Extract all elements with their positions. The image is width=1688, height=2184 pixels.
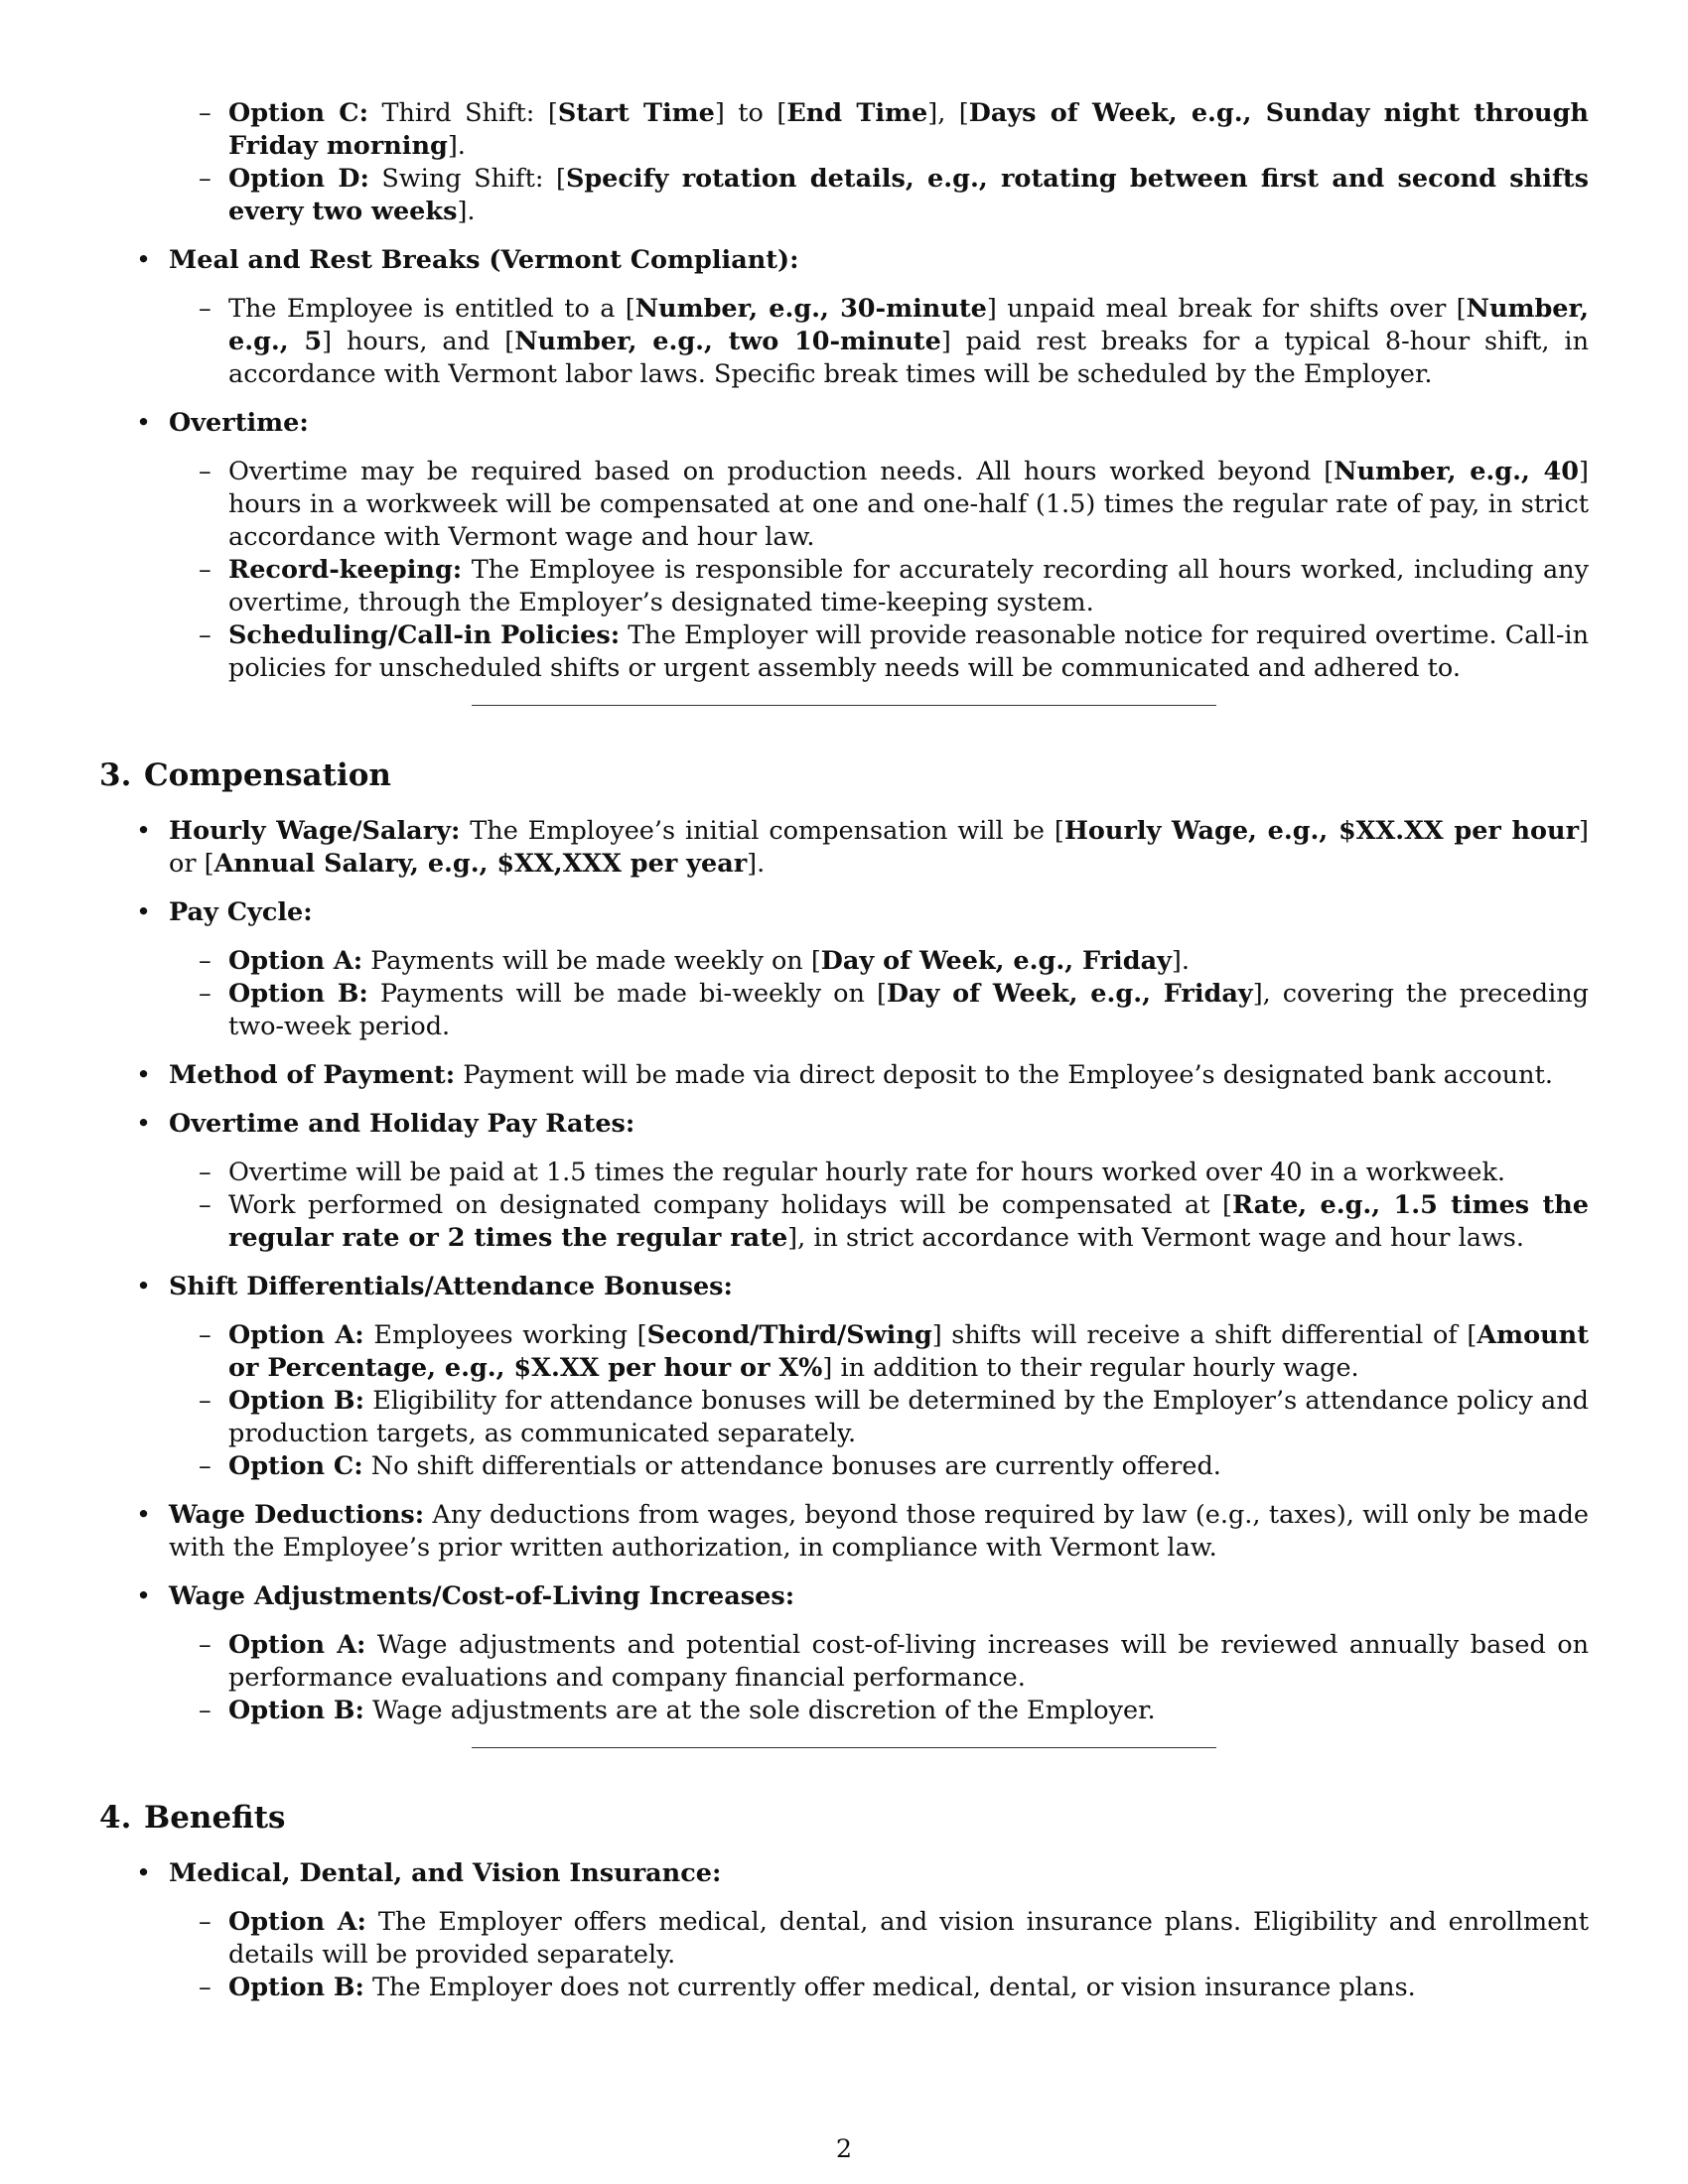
shift-options-continued xyxy=(99,97,1589,228)
list-item: – The Employee is entitled to a [Number, e.g., 30-minute] unpaid meal break for shifts over [Number, e.g., 5] hours, and [Number, e.g., two 10-minute] paid rest breaks for a typical 8-hour shift, in accordance with Vermont labor laws. Specific break times will be scheduled by the Employer. xyxy=(169,293,1589,391)
list-item: – Option D: Swing Shift: [Specify rotation details, e.g., rotating between first and second shifts every two weeks]. xyxy=(228,163,1589,228)
compensation-list xyxy=(99,815,1589,1727)
section-heading-compensation: 3. Compensation xyxy=(99,757,391,793)
list-item: – Option B: Eligibility for attendance bonuses will be determined by the Employer’s attendance policy and production targets, as communicated separately. xyxy=(169,1385,1589,1450)
list-item: – Work performed on designated company holidays will be compensated at [Rate, e.g., 1.5 times the regular rate or 2 times the regular rate], in strict accordance with Vermont wage and hour laws. xyxy=(169,1189,1589,1255)
list-item: – Option B: Wage adjustments are at the sole discretion of the Employer. xyxy=(169,1695,1589,1727)
shift-differentials-item: • Shift Differentials/Attendance Bonuses: – Option A: Employees working [Second/Third/Swing] shifts will receive a shift differential of [Amount or Percentage, e.g., $X.XX per hour or X%] in addition to their regular hourly wage. – Option B: Eligibility for attendance bonuses will be determined by the Employer’s attendance policy and production targets, as communicated separately. – Option C: No shift differentials or attendance bonuses are currently offered. xyxy=(99,1271,1589,1483)
list-item: – Overtime may be required based on production needs. All hours worked beyond [Number, e.g., 40] hours in a workweek will be compensated at one and one-half (1.5) times the regular rate of pay, in strict accordance with Vermont wage and hour law. xyxy=(169,456,1589,554)
list-item: – Option A: Employees working [Second/Third/Swing] shifts will receive a shift differential of [Amount or Percentage, e.g., $X.XX per hour or X%] in addition to their regular hourly wage. xyxy=(169,1319,1589,1385)
list-item: – Option B: The Employer does not currently offer medical, dental, or vision insurance plans. xyxy=(169,1972,1589,2004)
section-heading-benefits: 4. Benefits xyxy=(99,1800,286,1836)
list-item: – Overtime will be paid at 1.5 times the regular hourly rate for hours worked over 40 in a workweek. xyxy=(169,1157,1589,1189)
payment-method-item: • Method of Payment: Payment will be made via direct deposit to the Employee’s designated bank account. xyxy=(99,1059,1589,1092)
wage-deductions-item: • Wage Deductions: Any deductions from wages, beyond those required by law (e.g., taxes), will only be made with the Employee’s prior written authorization, in compliance with Vermont law. xyxy=(99,1499,1589,1565)
overtime-item: • Overtime: – Overtime may be required based on production needs. All hours worked beyond [Number, e.g., 40] hours in a workweek will be compensated at one and one-half (1.5) times the regular rate of pay, in strict accordance with Vermont wage and hour law. – Record-keeping: The Employee is responsible for accurately recording all hours worked, including any overtime, through the Employer’s designated time-keeping system. – Scheduling/Call-in Policies: The Employer will provide reasonable notice for required overtime. Call-in policies for unscheduled shifts or urgent assembly needs will be communicated and adhered to. xyxy=(99,407,1589,685)
list-item: – Option A: Wage adjustments and potential cost-of-living increases will be reviewed annually based on performance evaluations and company financial performance. xyxy=(169,1629,1589,1695)
pay-cycle-item: • Pay Cycle: – Option A: Payments will be made weekly on [Day of Week, e.g., Friday]. – Option B: Payments will be made bi-weekly on [Day of Week, e.g., Friday], covering the preceding two-week period. xyxy=(99,896,1589,1043)
benefits-list xyxy=(99,1857,1589,2004)
list-item: – Option A: Payments will be made weekly on [Day of Week, e.g., Friday]. xyxy=(169,945,1589,978)
insurance-item: • Medical, Dental, and Vision Insurance: – Option A: The Employer offers medical, dental, and vision insurance plans. Eligibility and enrollment details will be provided separately. – Option B: The Employer does not currently offer medical, dental, or vision insurance plans. xyxy=(99,1857,1589,2004)
wage-adjustments-item: • Wage Adjustments/Cost-of-Living Increases: – Option A: Wage adjustments and potential cost-of-living increases will be reviewed annually based on performance evaluations and company financial performance. – Option B: Wage adjustments are at the sole discretion of the Employer. xyxy=(99,1580,1589,1727)
list-item: – Scheduling/Call-in Policies: The Employer will provide reasonable notice for required overtime. Call-in policies for unscheduled shifts or urgent assembly needs will be communicated and adhered to. xyxy=(169,619,1589,685)
meal-breaks-item: • Meal and Rest Breaks (Vermont Compliant): – The Employee is entitled to a [Number, e.g., 30-minute] unpaid meal break for shifts over [Number, e.g., 5] hours, and [Number, e.g., two 10-minute] paid rest breaks for a typical 8-hour shift, in accordance with Vermont labor laws. Specific break times will be scheduled by the Employer. xyxy=(99,244,1589,391)
list-item: – Option C: No shift differentials or attendance bonuses are currently offered. xyxy=(169,1450,1589,1483)
section-divider xyxy=(472,705,1216,706)
hourly-wage-item: • Hourly Wage/Salary: The Employee’s initial compensation will be [Hourly Wage, e.g., $XX.XX per hour] or [Annual Salary, e.g., $XX,XXX per year]. xyxy=(99,815,1589,881)
page-content xyxy=(99,97,1589,2020)
list-item: – Option C: Third Shift: [Start Time] to [End Time], [Days of Week, e.g., Sunday night through Friday morning]. xyxy=(228,97,1589,163)
shift-bullets xyxy=(99,244,1589,685)
list-item: – Record-keeping: The Employee is responsible for accurately recording all hours worked, including any overtime, through the Employer’s designated time-keeping system. xyxy=(169,554,1589,619)
list-item: – Option B: Payments will be made bi-weekly on [Day of Week, e.g., Friday], covering the preceding two-week period. xyxy=(169,978,1589,1043)
holiday-pay-item: • Overtime and Holiday Pay Rates: – Overtime will be paid at 1.5 times the regular hourly rate for hours worked over 40 in a workweek. – Work performed on designated company holidays will be compensated at [Rate, e.g., 1.5 times the regular rate or 2 times the regular rate], in strict accordance with Vermont wage and hour laws. xyxy=(99,1108,1589,1255)
list-item: – Option A: The Employer offers medical, dental, and vision insurance plans. Eligibility and enrollment details will be provided separately. xyxy=(169,1906,1589,1972)
section-divider xyxy=(472,1747,1216,1748)
page-number: 2 xyxy=(835,2134,853,2164)
